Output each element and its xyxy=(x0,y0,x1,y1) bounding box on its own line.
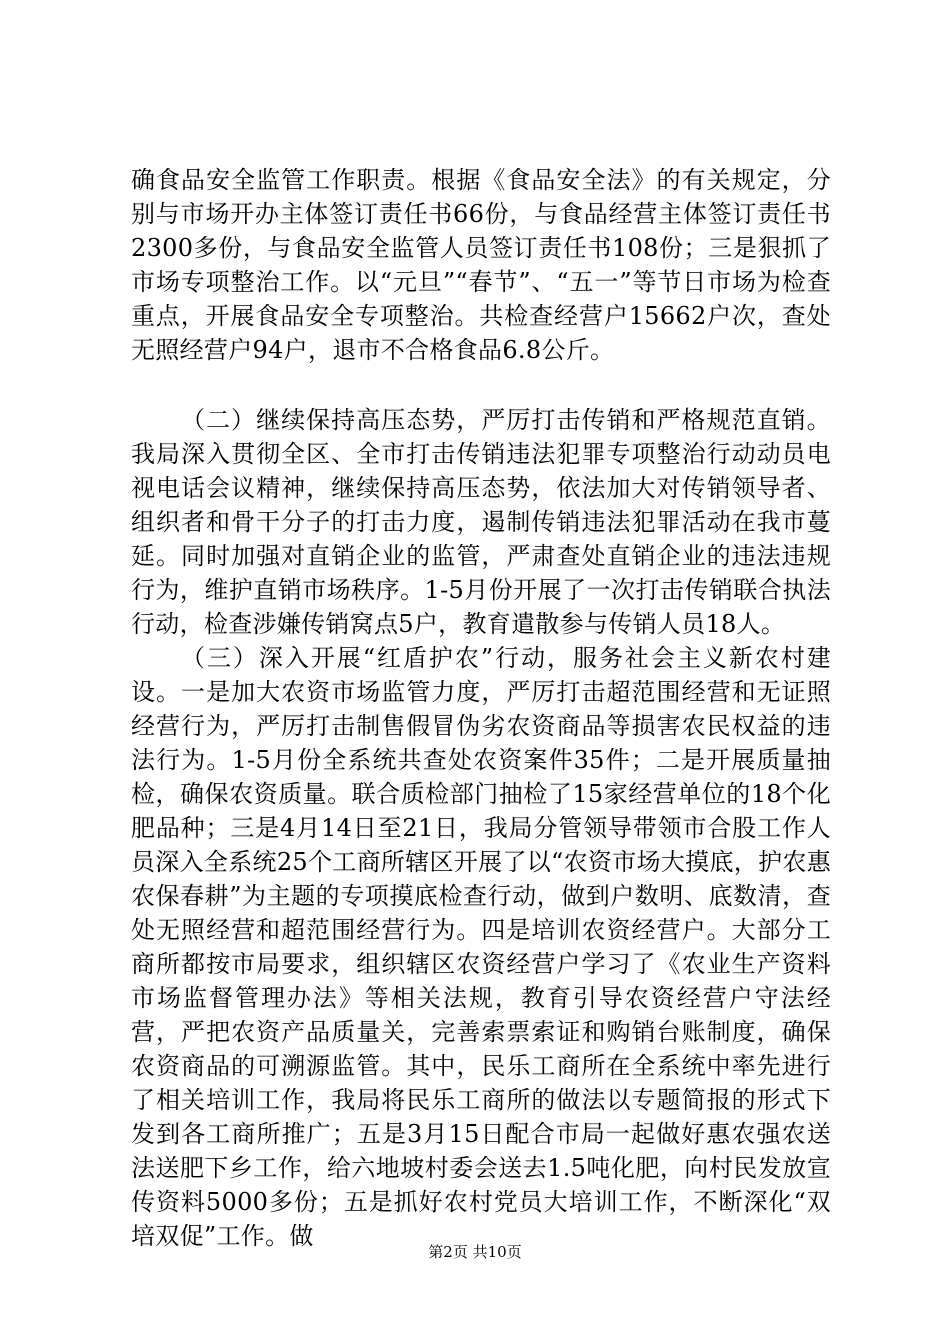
paragraph-red-shield-agriculture: （三）深入开展“红盾护农”行动，服务社会主义新农村建设。一是加大农资市场监管力度，严厉打击超范围经营和无证照经营行为，严厉打击制售假冒伪劣农资商品等损害农民权益的违法行为。1-5月份全系统共查处农资案件35件；二是开展质量抽检，确保农资质量。联合质检部门抽检了15家经营单位的18个化肥品种；三是4月14日至21日，我局分管领导带领市合股工作人员深入全系统25个工商所辖区开展了以“农资市场大摸底，护农惠农保春耕”为主题的专项摸底检查行动，做到户数明、底数清，查处无照经营和超范围经营行为。四是培训农资经营户。大部分工商所都按市局要求，组织辖区农资经营户学习了《农业生产资料市场监督管理办法》等相关法规，教育引导农资经营户守法经营，严把农资产品质量关，完善索票索证和购销台账制度，确保农资商品的可溯源监管。其中，民乐工商所在全系统中率先进行了相关培训工作，我局将民乐工商所的做法以专题简报的形式下发到各工商所推广；五是3月15日配合市局一起做好惠农强农送法送肥下乡工作，给六地坡村委会送去1.5吨化肥，向村民发放宣传资料5000多份；五是抓好农村党员大培训工作，不断深化“双培双促”工作。做 xyxy=(131,644,831,1250)
document-body xyxy=(131,163,831,1253)
page-number-footer: 第2页 共10页 xyxy=(428,1243,522,1261)
paragraph-anti-pyramid-selling: （二）继续保持高压态势，严厉打击传销和严格规范直销。我局深入贯彻全区、全市打击传销违法犯罪专项整治行动动员电视电话会议精神，继续保持高压态势，依法加大对传销领导者、组织者和骨干分子的打击力度，遏制传销违法犯罪活动在我市蔓延。同时加强对直销企业的监管，严肃查处直销企业的违法违规行为，维护直销市场秩序。1-5月份开展了一次打击传销联合执法行动，检查涉嫌传销窝点5户，教育遣散参与传销人员18人。 xyxy=(131,406,831,638)
paragraph-food-safety: 确食品安全监管工作职责。根据《食品安全法》的有关规定，分别与市场开办主体签订责任书66份，与食品经营主体签订责任书2300多份，与食品安全监管人员签订责任书108份；三是狠抓了市场专项整治工作。以“元旦”“春节”、“五一”等节日市场为检查重点，开展食品安全专项整治。共检查经营户15662户次，查处无照经营户94户，退市不合格食品6.8公斤。 xyxy=(131,166,831,364)
